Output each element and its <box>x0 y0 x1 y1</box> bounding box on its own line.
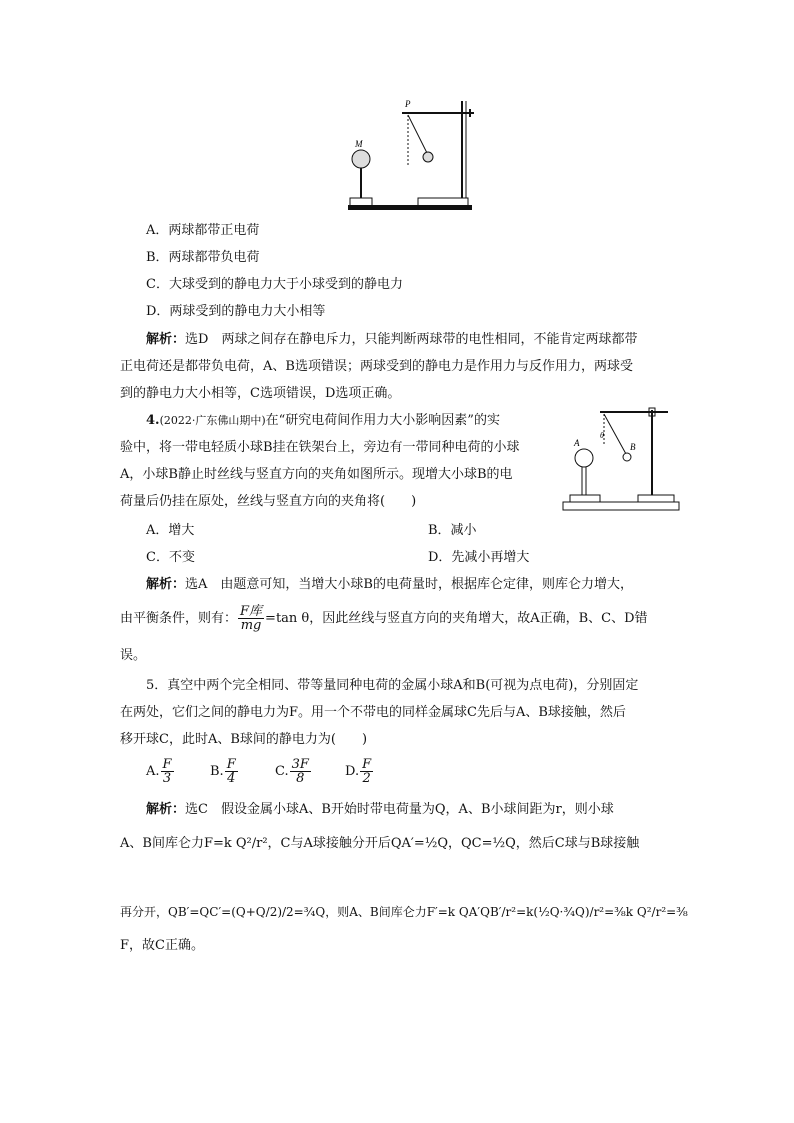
q3-analysis-line2: 正电荷还是都带负电荷，A、B选项错误；两球受到的静电力是作用力与反作用力，两球受 <box>120 359 633 374</box>
q4-option-d: D．先减小再增大 <box>428 550 530 565</box>
q4-number: 4. <box>146 413 160 428</box>
label-a: A <box>574 438 580 448</box>
q3-option-a: A．两球都带正电荷 <box>146 223 260 238</box>
figure-electrostatic-balls <box>340 95 480 215</box>
q3-analysis-line3: 到的静电力大小相等，C选项错误，D选项正确。 <box>120 386 401 401</box>
q4-stem-line3: A，小球B静止时丝线与竖直方向的夹角如图所示。现增大小球B的电 <box>120 467 513 482</box>
label-theta: θ <box>600 431 604 440</box>
q3-option-b: B．两球都带负电荷 <box>146 250 260 265</box>
analysis-text: 选D 两球之间存在静电斥力，只能判断两球带的电性相同，不能肯定两球都带 <box>185 332 638 347</box>
analysis-label: 解析： <box>146 577 186 592</box>
analysis-text: =tan θ，因此丝线与竖直方向的夹角增大，故A正确，B、C、D错 <box>265 611 648 626</box>
q5-stem-line1: 5．真空中两个完全相同、带等量同种电荷的金属小球A和B(可视为点电荷)，分别固定 <box>146 678 639 693</box>
q5-analysis-line4: F，故C正确。 <box>120 938 204 953</box>
q4-stem-text: 在“研究电荷间作用力大小影响因素”的实 <box>265 413 500 428</box>
figure-coulomb-stand <box>560 404 682 514</box>
q4-stem-line2: 验中，将一带电轻质小球B挂在铁架台上，旁边有一带同种电荷的小球 <box>120 440 520 455</box>
q4-option-a: A．增大 <box>146 523 195 538</box>
fraction-f-over-mg <box>238 605 264 632</box>
analysis-text: 选C 假设金属小球A、B开始时带电荷量为Q，A、B小球间距为r，则小球 <box>185 802 614 817</box>
frac-den: mg <box>240 618 262 633</box>
q5-analysis-line1 <box>146 800 614 820</box>
q4-option-b: B．减小 <box>428 523 477 538</box>
q4-analysis-line2 <box>120 604 648 634</box>
label-m: M <box>355 139 363 149</box>
frac-num: F库 <box>240 604 263 619</box>
q5-option-a: A. $\frac{F}{3}$ <box>146 757 172 786</box>
label-b: B <box>630 442 636 452</box>
q5-analysis-line2: A、B间库仑力F=k Q²/r²，C与A球接触分开后QA′=½Q，QC=½Q，然后C球与B球接触 <box>120 836 640 851</box>
q5-stem-line2: 在两处，它们之间的静电力为F。用一个不带电的同样金属球C先后与A、B球接触，然后 <box>120 705 626 720</box>
q4-stem-line4: 荷量后仍挂在原处，丝线与竖直方向的夹角将( ) <box>120 494 417 509</box>
q5-option-b: B. $\frac{F}{4}$ <box>210 757 236 786</box>
q5-option-d: D. $\frac{F}{2}$ <box>345 757 372 786</box>
q3-option-d: D．两球受到的静电力大小相等 <box>146 304 326 319</box>
q4-source: (2022·广东佛山期中) <box>159 414 266 427</box>
label-p: P <box>405 99 411 109</box>
q4-analysis-line1 <box>146 575 633 595</box>
analysis-label: 解析： <box>146 332 186 347</box>
q4-option-c: C．不变 <box>146 550 195 565</box>
analysis-label: 解析： <box>146 802 186 817</box>
q5-analysis-line3: 再分开，QB′=QC′=(Q+Q/2)/2=¾Q，则A、B间库仑力F′=k QA′QB′/r²=k(½Q·¾Q)/r²=⅜k Q²/r²=⅜ <box>120 905 688 919</box>
q5-option-c: C. $\frac{3F}{8}$ <box>275 757 309 786</box>
q3-analysis-line1 <box>146 330 637 350</box>
q3-option-c: C．大球受到的静电力大于小球受到的静电力 <box>146 277 403 292</box>
analysis-text: 由平衡条件，则有： <box>120 611 238 626</box>
q5-stem-line3: 移开球C，此时A、B球间的静电力为( ) <box>120 732 368 747</box>
q4-stem-line1 <box>146 411 500 431</box>
q4-analysis-line3: 误。 <box>120 648 147 663</box>
analysis-text: 选A 由题意可知，当增大小球B的电荷量时，根据库仑定律，则库仑力增大， <box>185 577 633 592</box>
